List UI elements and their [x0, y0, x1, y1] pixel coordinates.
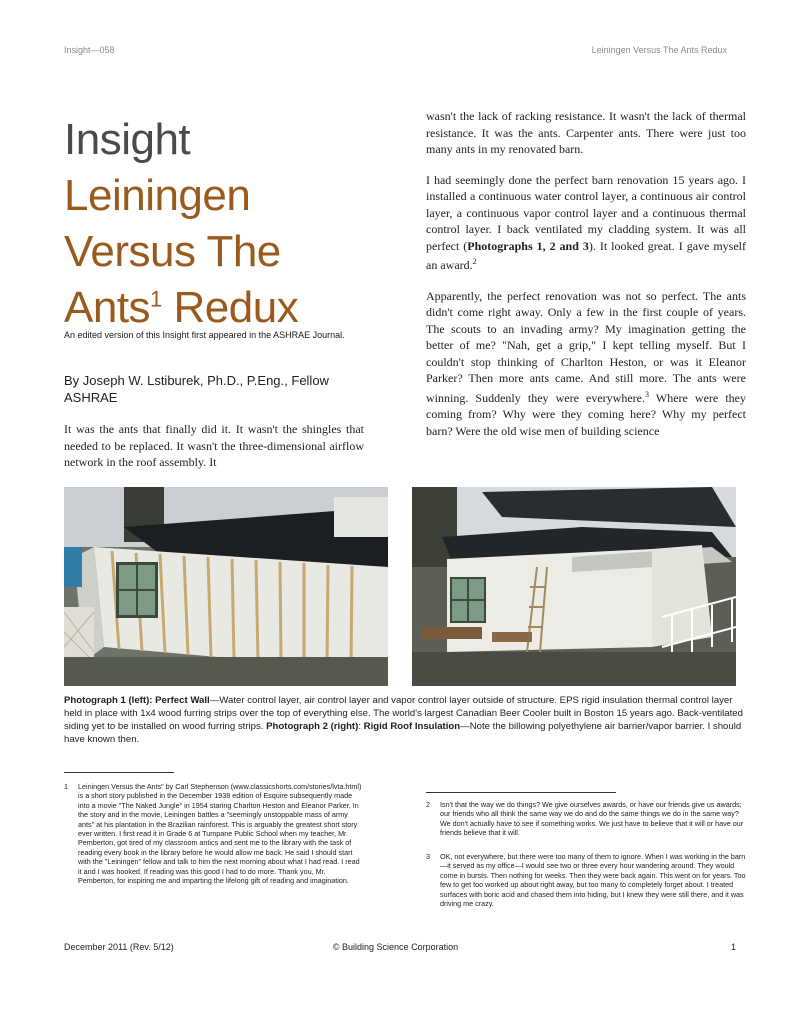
p2-photo-ref: Photographs 1, 2 and 3 [467, 238, 589, 253]
photo-wall-construction-icon [64, 487, 388, 686]
footnote-1-number: 1 [64, 782, 68, 791]
caption-photo2-text: —Note the billowing polyethylene air barrier/vapor barrier. I should have known then. [64, 721, 742, 745]
title-insight: Insight [64, 115, 191, 164]
running-head-right: Leiningen Versus The Ants Redux [591, 45, 727, 55]
footer-copyright: © Building Science Corporation [332, 942, 459, 952]
footnote-2-number: 2 [426, 800, 430, 809]
left-column [64, 421, 364, 485]
photograph-2 [412, 487, 736, 686]
left-paragraph-1: It was the ants that finally did it. It wasn't the shingles that needed to be replaced. It wasn't the three-dimensional airflow network in the roof assembly. It [64, 422, 364, 469]
running-head-left: Insight—058 [64, 45, 115, 55]
right-paragraph-3 [426, 288, 746, 440]
footer-page-number: 1 [730, 942, 736, 952]
photograph-1 [64, 487, 388, 686]
footnote-ref-3[interactable]: 3 [644, 389, 649, 399]
footnote-3-number: 3 [426, 852, 430, 861]
caption-photo2-title: Rigid Roof Insulation [363, 721, 461, 732]
footnote-2-text: Isn't that the way we do things? We give ourselves awards, or have our friends give us awards; our friends who all think the same way we do and do the same things we do in the same way? We don't actually have to see if something works. We just have to believe that it will or have our friends believe that it will. [440, 800, 744, 838]
footnote-ref-2[interactable]: 2 [472, 257, 477, 266]
footnote-rule-right [426, 792, 616, 793]
right-paragraph-1: wasn't the lack of racking resistance. It wasn't the lack of thermal resistance. It was the ants. Carpenter ants. There were just too many ants in my renovated barn. [426, 109, 746, 156]
caption-photo1-text: —Water control layer, air control layer and vapor control layer outside of structure. EPS rigid insulation thermal control layer held in place with 1x4 wood furring strips over the top of everything else. The world's largest Canadian Beer Cooler built in Boston 15 years ago. Back-ventilated siding yet to be installed on wood furring strips. [64, 695, 743, 732]
title-line-leiningen: Leiningen [64, 171, 251, 220]
p2-text-b: ). It looked great. I gave myself an award. [426, 238, 746, 272]
caption-separator: : [358, 721, 364, 732]
photo-caption [64, 694, 748, 746]
p3-text-a: Apparently, the perfect renovation was not so perfect. The ants didn't come right away. Only a few in the first couple of years. The scouts to an invading army? My imagination getting the better of me? "Nah, get a grip," I kept telling myself. But I couldn't stop thinking of Charlton Heston, or was it Eleanor Parker? Then more ants came. And still more. The ants were winning. Suddenly they were everywhere. [426, 288, 746, 405]
footnote-3 [426, 852, 746, 908]
footnote-3-text: OK, not everywhere, but there were too many of them to ignore. When I was working in the barn—it served as my office—I would see two or three every hour wandering around. They would come in bursts. Then nothing for weeks. Then they were back again. This went on for years. Too few to get too worked up about right away, but too many to completely forget about. I treated surfaces with boric acid and chased them into hiding, but I knew they were still there, and it was driving me crazy. [440, 852, 746, 909]
intro-note: An edited version of this Insight first appeared in the ASHRAE Journal. [64, 330, 345, 340]
title-footnote-ref: 1 [150, 286, 162, 312]
footnote-rule-left [64, 772, 174, 773]
caption-photo1-label: Photograph 1 (left): Perfect Wall [64, 695, 210, 706]
title-ants: Ants [64, 283, 151, 332]
title-line-versus: Versus The [64, 227, 281, 276]
caption-photo2-label: Photograph 2 (right) [266, 721, 359, 732]
right-paragraph-2 [426, 172, 746, 274]
footnote-1 [64, 782, 364, 885]
footnote-1-text: Leiningen Versus the Ants" by Carl Stephenson (www.classicshorts.com/stories/lvta.html) is a short story published in the December 1938 edition of Esquire subsequently made into a movie "The Naked Jungle" in 1954 staring Charlton Heston and Eleanor Parker. In the story and in the movie, Leiningen battles a "seemingly unstoppable mass of army ants" at his plantation in the Brazilian rainforest. This is arguably the greatest short story ever written. I first read it in Grade 6 at Tumpane Public School when my teacher, Mr. Pemberton, got tired of my classroom antics and sent me to the library with the task of reading every book in the library before he would allow me back. He said I should start with the "Leiningen" fellow and talk to him the next morning about what I had read. I read it and I was hooked. If reading was this good I had to do more. Thank you, Mr. Pemberton, for inspiring me and imparting the lifelong gift of reading and imagination. [78, 782, 362, 886]
right-column [426, 108, 746, 453]
byline: By Joseph W. Lstiburek, Ph.D., P.Eng., Fellow ASHRAE [64, 373, 329, 405]
p3-text-b: Where were they coming from? Why were they coming here? Why my perfect barn? Were the old wise men of building science [426, 390, 746, 438]
p2-text-a: I had seemingly done the perfect barn renovation 15 years ago. I installed a continuous water control layer, a continuous air control layer, a continuous vapor control layer and a continuous thermal control layer. I back ventilated my cladding system. It was all perfect ( [426, 172, 746, 253]
footer-date: December 2011 (Rev. 5/12) [64, 942, 174, 952]
footnote-2 [426, 800, 746, 838]
title-line-ants-redux [64, 280, 298, 336]
title-redux: Redux [161, 283, 299, 332]
photo-barn-roof-icon [412, 487, 736, 686]
